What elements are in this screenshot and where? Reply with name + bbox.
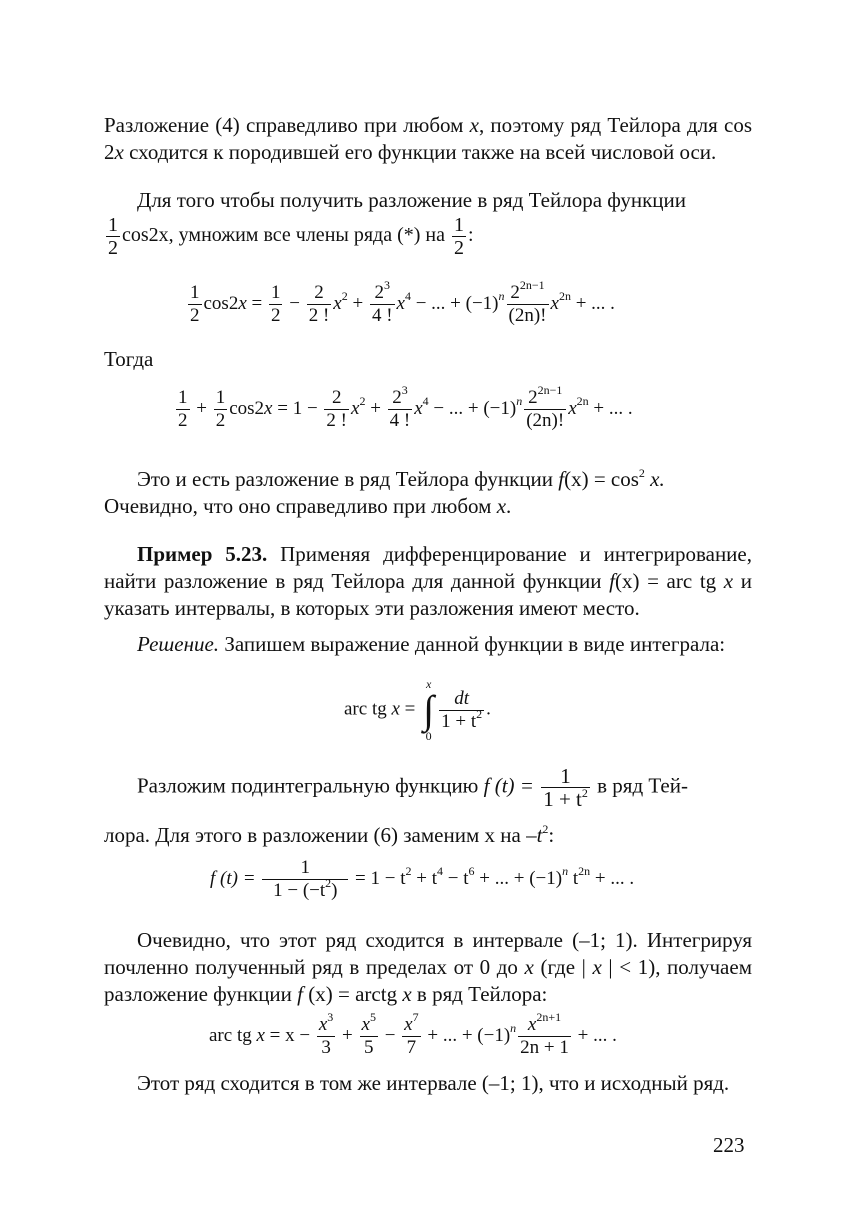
equation-3: arc tg x = x ∫ 0 $\frac{dt}{1 + t^2}$ . (344, 677, 491, 743)
paragraph-solution: Решение. Запишем выражение данной функции в виде интеграла: (137, 632, 726, 656)
equation-4: f (t) = $\frac{1}{1 - (-t^2)}$ = $1 - t^2 + t^4 - t^6$ + ... + $(-1)^n$ $t^{2n}$ + ... . (210, 857, 635, 901)
p1-var-x2: x (114, 140, 124, 164)
p1-text-mid: , поэтому ряд Тейлора для cos 2 (104, 113, 752, 164)
cos2x-term: cos2x, (122, 224, 174, 247)
equation-1: $\frac{1}{2}$ cos2x = $\frac{1}{2}$ − $\frac{2}{2 !}$ $x^2$ + $\frac{2^3}{4 !}$ $x^4$ − ... + $(-1)^n$ $\frac{2^{2n-1}}{(2n)!}$ $x^{2n}$ + ... . (190, 278, 615, 326)
paragraph-2: Для того чтобы получить разложение в ряд Тейлора функции (137, 188, 687, 212)
paragraph-example: Пример 5.23. Применяя дифференцирование и интегрирование, найти разложение в ряд Тейлора для данной функции f(x) = arc tg x и указать интервалы, в которых эти разложения имеют место. (104, 542, 752, 620)
paragraph-8: Этот ряд сходится в том же интервале (–1; 1), что и исходный ряд. (137, 1071, 730, 1095)
paragraph-3: Это и есть разложение в ряд Тейлора функции $f(x) = \cos^2 x$. Очевидно, что оно справедливо при любом x. (104, 466, 665, 518)
p1-text-pre: Разложение (4) справедливо при любом (104, 113, 470, 137)
togda: Тогда (104, 347, 154, 371)
paragraph-6-line1: Разложим подинтегральную функцию f (t) = $\frac{1}{1 + t^2}$ в ряд Тей- (137, 764, 688, 811)
paragraph-7: Очевидно, что этот ряд сходится в интервале (–1; 1). Интегрируя почленно полученный ряд в пределах от 0 до x (где | x | < 1), получаем разложение функции f (x) = arctg x в ряд Тейлора: (104, 928, 752, 1006)
colon: : (467, 224, 474, 247)
multiply-line (104, 214, 474, 259)
equation-5: arc tg x = x − $\frac{x^3}{3}$ + $\frac{x^5}{5}$ − $\frac{x^7}{7}$ + ... + $(-1)^n$ $\frac{x^{2n+1}}{2n + 1}$ + ... . (209, 1010, 617, 1058)
paragraph-1 (104, 112, 752, 166)
solution-label: Решение. (137, 632, 220, 656)
p1-text-post: сходится к породившей его функции также на всей числовой оси. (123, 140, 717, 164)
page-number: 223 (713, 1133, 745, 1157)
multiply-text: умножим все члены ряда (*) на (173, 224, 450, 247)
integral-sign: x ∫ 0 (423, 677, 435, 743)
paragraph-6-line2: лора. Для этого в разложении (6) заменим x на $-t^2$: (104, 822, 555, 847)
frac-half-2: $\frac{1}{2}$ (453, 214, 464, 259)
equation-2: $\frac{1}{2}$ + $\frac{1}{2}$ cos2x = 1 − $\frac{2}{2 !}$ $x^2$ + $\frac{2^3}{4 !}$ $x^4$ − ... + $(-1)^n$ $\frac{2^{2n-1}}{(2n)!}$ $x^{2n}$ + ... . (178, 383, 633, 431)
p1-var-x: x (469, 113, 479, 137)
example-heading: Пример 5.23. (137, 542, 268, 566)
frac-half: $\frac{1}{2}$ (108, 214, 118, 259)
